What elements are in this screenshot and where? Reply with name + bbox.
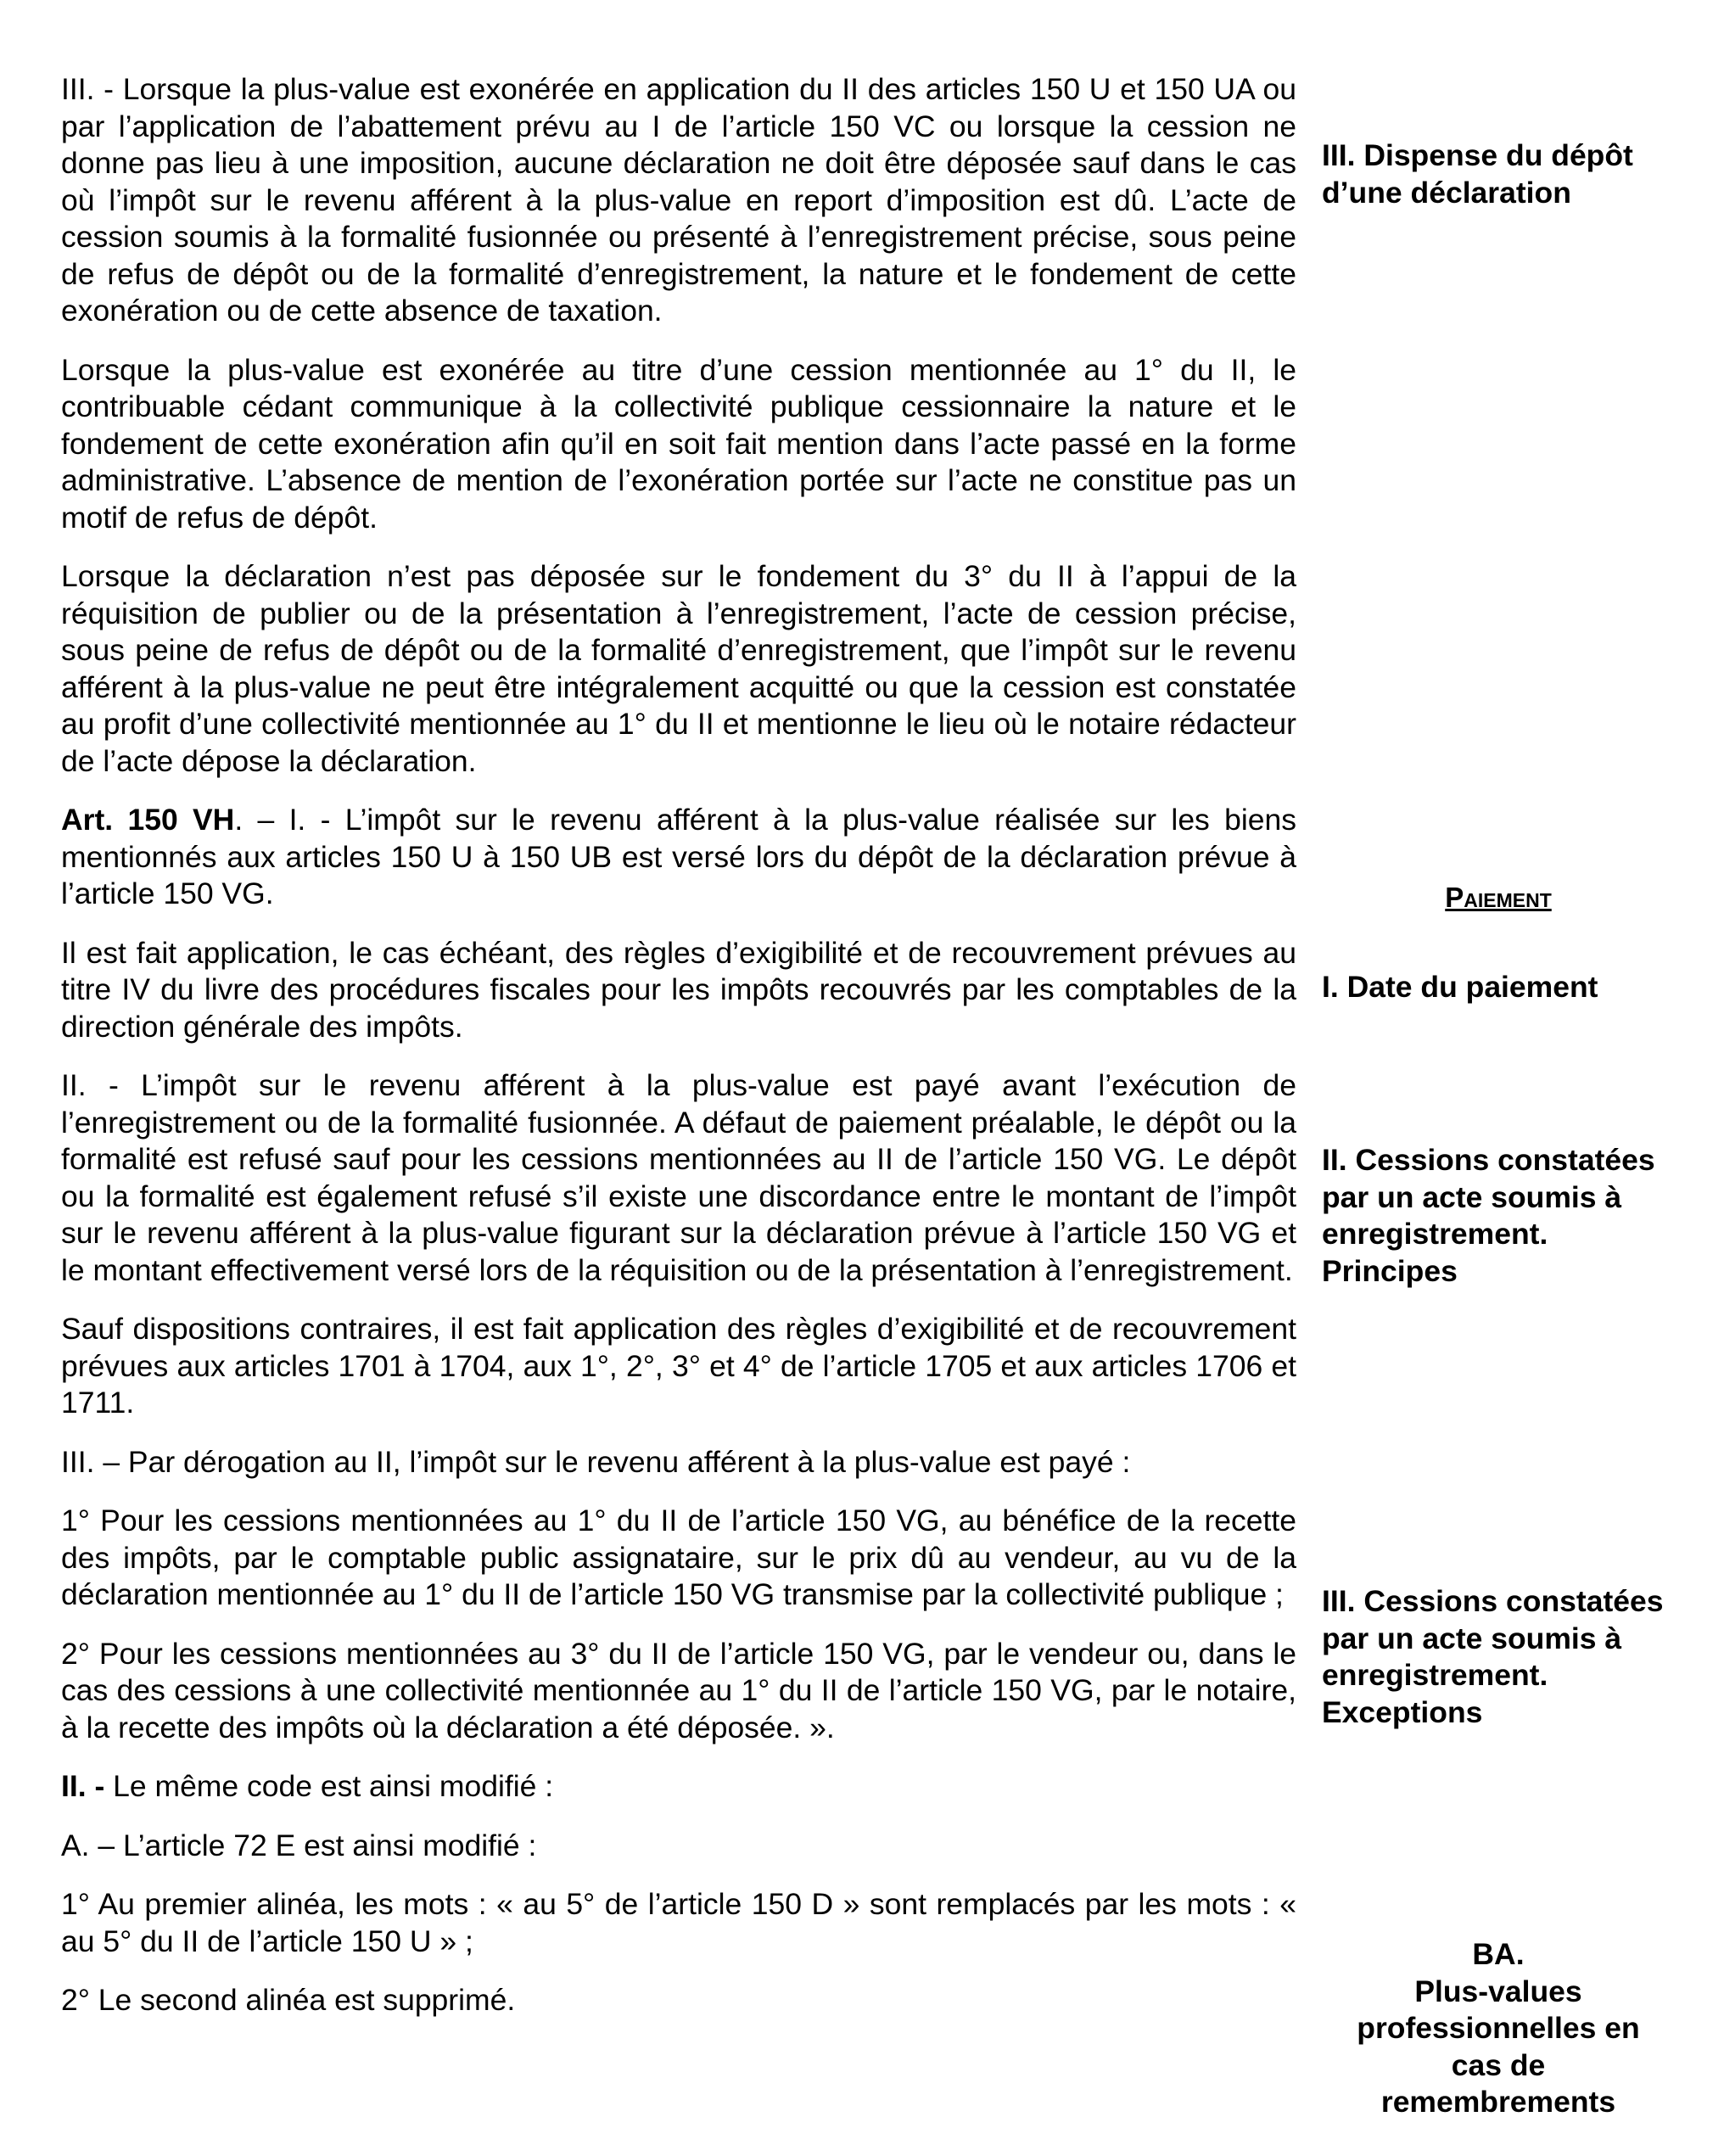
paragraph: Lorsque la déclaration n’est pas déposée sur le fondement du 3° du II à l’appui de la réquisition de publier ou de la présentation à l’enregistrement, l’acte de cession précise, sous peine de refus de dépôt ou de la formalité d’enregistrement, que l’impôt sur le revenu afférent à la plus-value ne peut être intégralement acquitté ou que la cession est constatée au profit d’une collectivité mentionnée au 1° du II et mentionne le lieu où le notaire rédacteur de l’acte dépose la déclaration. bbox=[61, 559, 1296, 778]
margin-heading-paiement bbox=[1324, 879, 1673, 916]
note-label: BA. bbox=[1472, 1937, 1525, 1971]
note-title: Plus-values professionnelles en cas de remembrements bbox=[1357, 1974, 1640, 2119]
paragraph: Il est fait application, le cas échéant, des règles d’exigibilité et de recouvrement prévues au titre IV du livre des procédures fiscales pour les impôts recouvrés par les comptables de la direction générale des impôts. bbox=[61, 935, 1296, 1044]
margin-note-date-paiement: I. Date du paiement bbox=[1322, 970, 1598, 1004]
paragraph: 2° Le second alinéa est supprimé. bbox=[61, 1983, 516, 2017]
heading-text: Paiement bbox=[1445, 882, 1552, 913]
paragraph: 1° Au premier alinéa, les mots : « au 5° de l’article 150 D » sont remplacés par les mots : « au 5° du II de l’article 150 U » ; bbox=[61, 1887, 1296, 1958]
paragraph: 1° Pour les cessions mentionnées au 1° du II de l’article 150 VG, au bénéfice de la recette des impôts, par le comptable public assignataire, sur le prix dû au vendeur, au vu de la déclaration mentionnée au 1° du II de l’article 150 VG transmise par la collectivité publique ; bbox=[61, 1504, 1296, 1611]
margin-note-principes: II. Cessions constatées par un acte soumis à enregistrement. Principes bbox=[1322, 1143, 1655, 1288]
paragraph-section-ii bbox=[61, 1768, 1296, 1806]
paragraph: A. – L’article 72 E est ainsi modifié : bbox=[61, 1828, 537, 1862]
paragraph: Lorsque la plus-value est exonérée au titre d’une cession mentionnée au 1° du II, le contribuable cédant communique à la collectivité publique cessionnaire la nature et le fondement de cette exonération afin qu’il en soit fait mention dans l’acte passé en la forme administrative. L’absence de mention de l’exonération portée sur l’acte ne constitue pas un motif de refus de dépôt. bbox=[61, 352, 1296, 535]
paragraph: III. – Par dérogation au II, l’impôt sur le revenu afférent à la plus-value est payé : bbox=[61, 1444, 1131, 1479]
margin-note-exceptions: III. Cessions constatées par un acte soumis à enregistrement. Exceptions bbox=[1322, 1584, 1664, 1729]
paragraph-art-150-vh bbox=[61, 802, 1296, 913]
margin-note-dispense: III. Dispense du dépôt d’une déclaration bbox=[1322, 138, 1633, 210]
paragraph-text: Le même code est ainsi modifié : bbox=[104, 1769, 554, 1803]
article-reference: Art. 150 VH bbox=[61, 803, 235, 837]
margin-note-plus-values bbox=[1324, 1936, 1673, 2121]
paragraph-text: . – I. - L’impôt sur le revenu afférent à la plus-value réalisée sur les biens mentionnés aux articles 150 U à 150 UB est versé lors du dépôt de la déclaration prévue à l’article 150 VG. bbox=[61, 803, 1296, 910]
paragraph: II. - L’impôt sur le revenu afférent à la plus-value est payé avant l’exécution de l’enregistrement ou de la formalité fusionnée. A défaut de paiement préalable, le dépôt ou la formalité est refusé sauf pour les cessions mentionnées au II de l’article 150 VG. Le dépôt ou la formalité est également refusé s’il existe une discordance entre le montant de l’impôt sur le revenu afférent à la plus-value figurant sur la déclaration prévue à l’article 150 VG et le montant effectivement versé lors de la réquisition ou de la présentation à l’enregistrement. bbox=[61, 1068, 1296, 1287]
paragraph: III. - Lorsque la plus-value est exonérée en application du II des articles 150 U et 150 UA ou par l’application de l’abattement prévu au I de l’article 150 VC ou lorsque la cession ne donne pas lieu à une imposition, aucune déclaration ne doit être déposée sauf dans le cas où l’impôt sur le revenu afférent à la plus-value en report d’imposition est dû. L’acte de cession soumis à la formalité fusionnée ou présenté à l’enregistrement précise, sous peine de refus de dépôt ou de la formalité d’enregistrement, la nature et le fondement de cette exonération ou de cette absence de taxation. bbox=[61, 72, 1296, 328]
paragraph: 2° Pour les cessions mentionnées au 3° du II de l’article 150 VG, par le vendeur ou, dans le cas des cessions à une collectivité mentionnée au 1° du II de l’article 150 VG, par le notaire, à la recette des impôts où la déclaration a été déposée. ». bbox=[61, 1636, 1296, 1744]
section-number: II. - bbox=[61, 1769, 105, 1803]
main-text-column bbox=[61, 71, 1296, 2019]
paragraph: Sauf dispositions contraires, il est fait application des règles d’exigibilité et de recouvrement prévues aux articles 1701 à 1704, aux 1°, 2°, 3° et 4° de l’article 1705 et aux articles 1706 et 1711. bbox=[61, 1312, 1296, 1420]
